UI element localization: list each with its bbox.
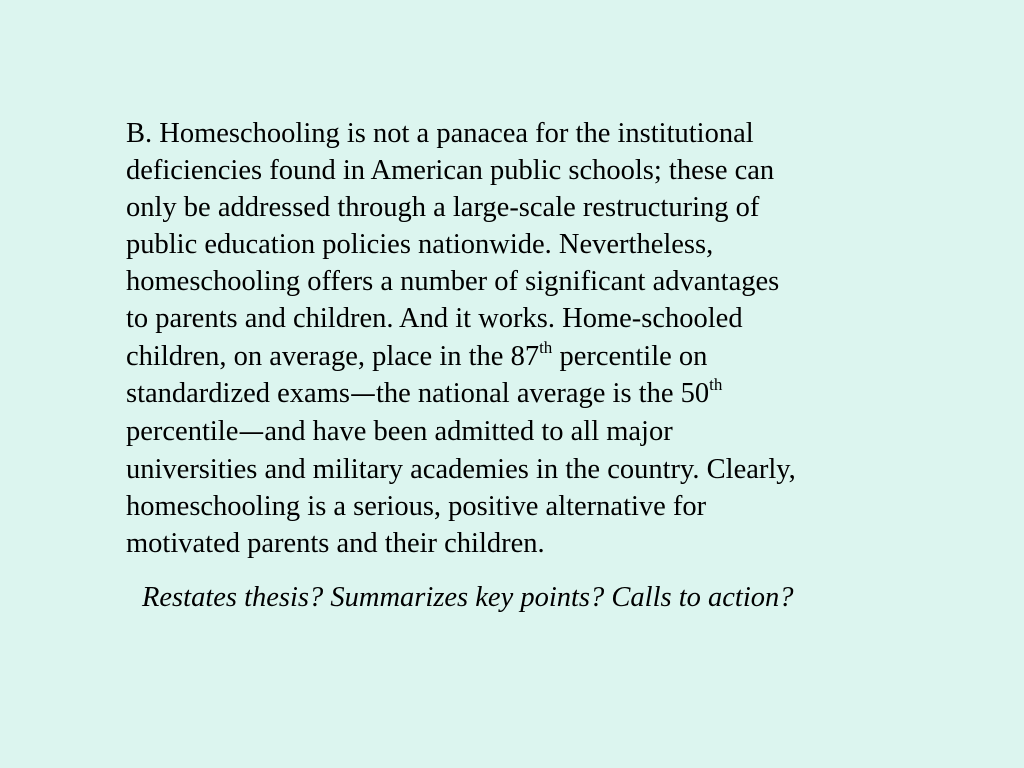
paragraph-line: homeschooling offers a number of significant advantages [126, 266, 780, 298]
paragraph-line [126, 338, 936, 375]
line-text: the national average is the 50 [375, 377, 710, 409]
paragraph-line: motivated parents and their children. [126, 528, 545, 560]
line-text: children, on average, place in the 87 [126, 340, 540, 372]
paragraph-line: only be addressed through a large-scale restructuring of [126, 192, 760, 224]
line-text: standardized exams [126, 377, 350, 409]
conclusion-paragraph [126, 115, 936, 562]
guiding-questions: Restates thesis? Summarizes key points? Calls to action? [142, 582, 794, 613]
paragraph-line: to parents and children. And it works. Home-schooled [126, 303, 743, 335]
line-text: percentile [126, 415, 239, 447]
ordinal-superscript: th [709, 374, 723, 394]
paragraph-line: public education policies nationwide. Nevertheless, [126, 229, 714, 261]
paragraph-line: deficiencies found in American public schools; these can [126, 155, 775, 187]
line-text: and have been admitted to all major [264, 415, 673, 447]
paragraph-line [126, 375, 936, 413]
paragraph-line: universities and military academies in the country. Clearly, [126, 453, 796, 485]
line-text: percentile on [552, 340, 708, 372]
em-dash: — [349, 378, 376, 409]
paragraph-line [126, 413, 936, 451]
paragraph-line: homeschooling is a serious, positive alternative for [126, 490, 707, 522]
ordinal-superscript: th [539, 337, 553, 357]
paragraph-line: B. Homeschooling is not a panacea for the institutional [126, 118, 754, 149]
em-dash: — [238, 416, 265, 447]
